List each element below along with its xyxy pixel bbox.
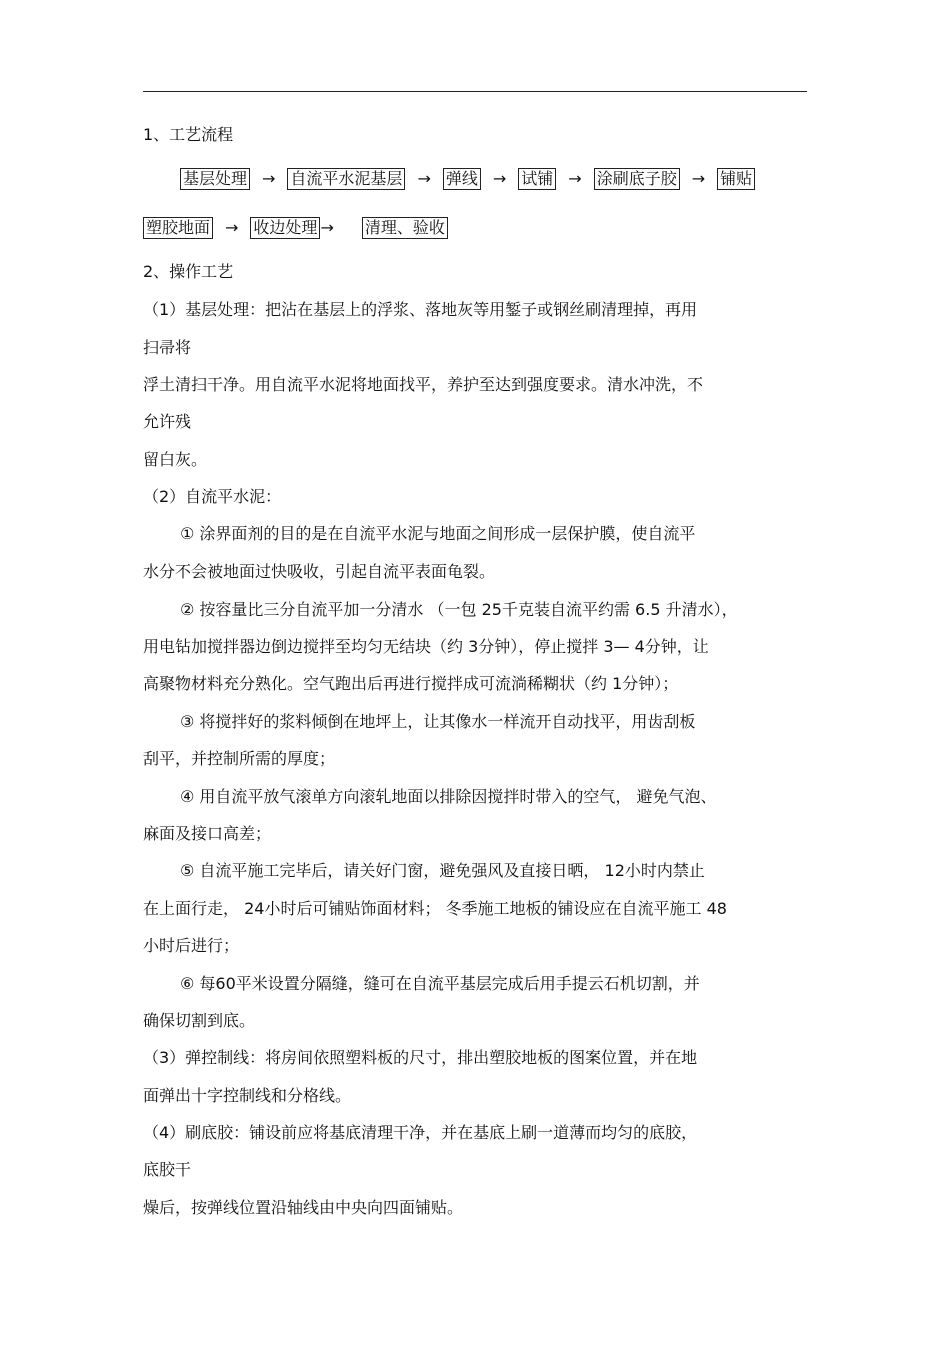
process-flow-row-1: [180, 168, 755, 190]
paragraph-line: 浮土清扫干净。用自流平水泥将地面找平，养护至达到强度要求。清水冲洗，不: [143, 375, 704, 394]
paragraph-line: 在上面行走， 24小时后可铺贴饰面材料； 冬季施工地板的铺设应在自流平施工 48: [143, 899, 727, 918]
flow-step-6: 铺贴: [717, 168, 755, 190]
arrow-icon: →: [225, 218, 239, 237]
paragraph-line: ① 涂界面剂的目的是在自流平水泥与地面之间形成一层保护膜，使自流平: [180, 524, 696, 543]
flow-step-9: 清理、验收: [362, 217, 448, 239]
paragraph-line: 底胶干: [143, 1160, 192, 1179]
paragraph-line: （2）自流平水泥：: [143, 487, 282, 506]
flow-step-8: 收边处理: [250, 217, 320, 239]
paragraph-line: 燥后，按弹线位置沿轴线由中央向四面铺贴。: [143, 1198, 464, 1217]
paragraph-line: 麻面及接口高差；: [143, 824, 272, 843]
flow-step-2: 自流平水泥基层: [287, 168, 405, 190]
flow-step-4: 试铺: [518, 168, 556, 190]
flow-step-3: 弹线: [443, 168, 481, 190]
paragraph-line: 允许残: [143, 412, 192, 431]
arrow-icon: →: [691, 169, 706, 188]
flow-step-5: 涂刷底子胶: [594, 168, 680, 190]
flow-step-1: 基层处理: [180, 168, 250, 190]
paragraph-line: ③ 将搅拌好的浆料倾倒在地坪上，让其像水一样流开自动找平，用齿刮板: [180, 712, 696, 731]
section-2-heading: 2、操作工艺: [143, 262, 234, 281]
paragraph-line: 留白灰。: [143, 450, 208, 469]
arrow-icon: →: [568, 169, 582, 188]
paragraph-line: 面弹出十字控制线和分格线。: [143, 1086, 352, 1105]
paragraph-line: ⑤ 自流平施工完毕后，请关好门窗，避免强风及直接日晒， 12小时内禁止: [180, 861, 705, 880]
arrow-icon: →: [320, 218, 334, 237]
paragraph-line: 小时后进行；: [143, 936, 240, 955]
paragraph-line: 用电钻加搅拌器边倒边搅拌至均匀无结块（约 3分钟），停止搅拌 3— 4分钟，让: [143, 637, 709, 656]
header-rule: [143, 91, 807, 92]
paragraph-line: 水分不会被地面过快吸收，引起自流平表面龟裂。: [143, 562, 496, 581]
arrow-icon: →: [492, 169, 507, 188]
paragraph-line: （3）弹控制线：将房间依照塑料板的尺寸，排出塑胶地板的图案位置，并在地: [143, 1048, 698, 1067]
paragraph-line: ② 按容量比三分自流平加一分清水 （一包 25千克装自流平约需 6.5 升清水），: [180, 600, 738, 619]
flow-step-7: 塑胶地面: [143, 217, 213, 239]
process-flow-row-2: [143, 217, 448, 239]
paragraph-line: ④ 用自流平放气滚单方向滚轧地面以排除因搅拌时带入的空气， 避免气泡、: [180, 787, 717, 806]
paragraph-line: （4）刷底胶：铺设前应将基底清理干净，并在基底上刷一道薄而均匀的底胶，: [143, 1123, 698, 1142]
section-1-heading: 1、工艺流程: [143, 125, 234, 144]
paragraph-line: 确保切割到底。: [143, 1011, 256, 1030]
paragraph-line: ⑥ 每60平米设置分隔缝，缝可在自流平基层完成后用手提云石机切割，并: [180, 974, 700, 993]
paragraph-line: （1）基层处理：把沾在基层上的浮浆、落地灰等用錾子或钢丝刷清理掉，再用: [143, 300, 698, 319]
arrow-icon: →: [262, 169, 276, 188]
arrow-icon: →: [417, 169, 431, 188]
paragraph-line: 高聚物材料充分熟化。空气跑出后再进行搅拌成可流淌稀糊状（约 1分钟）；: [143, 674, 679, 693]
paragraph-line: 刮平，并控制所需的厚度；: [143, 749, 336, 768]
paragraph-line: 扫帚将: [143, 338, 192, 357]
